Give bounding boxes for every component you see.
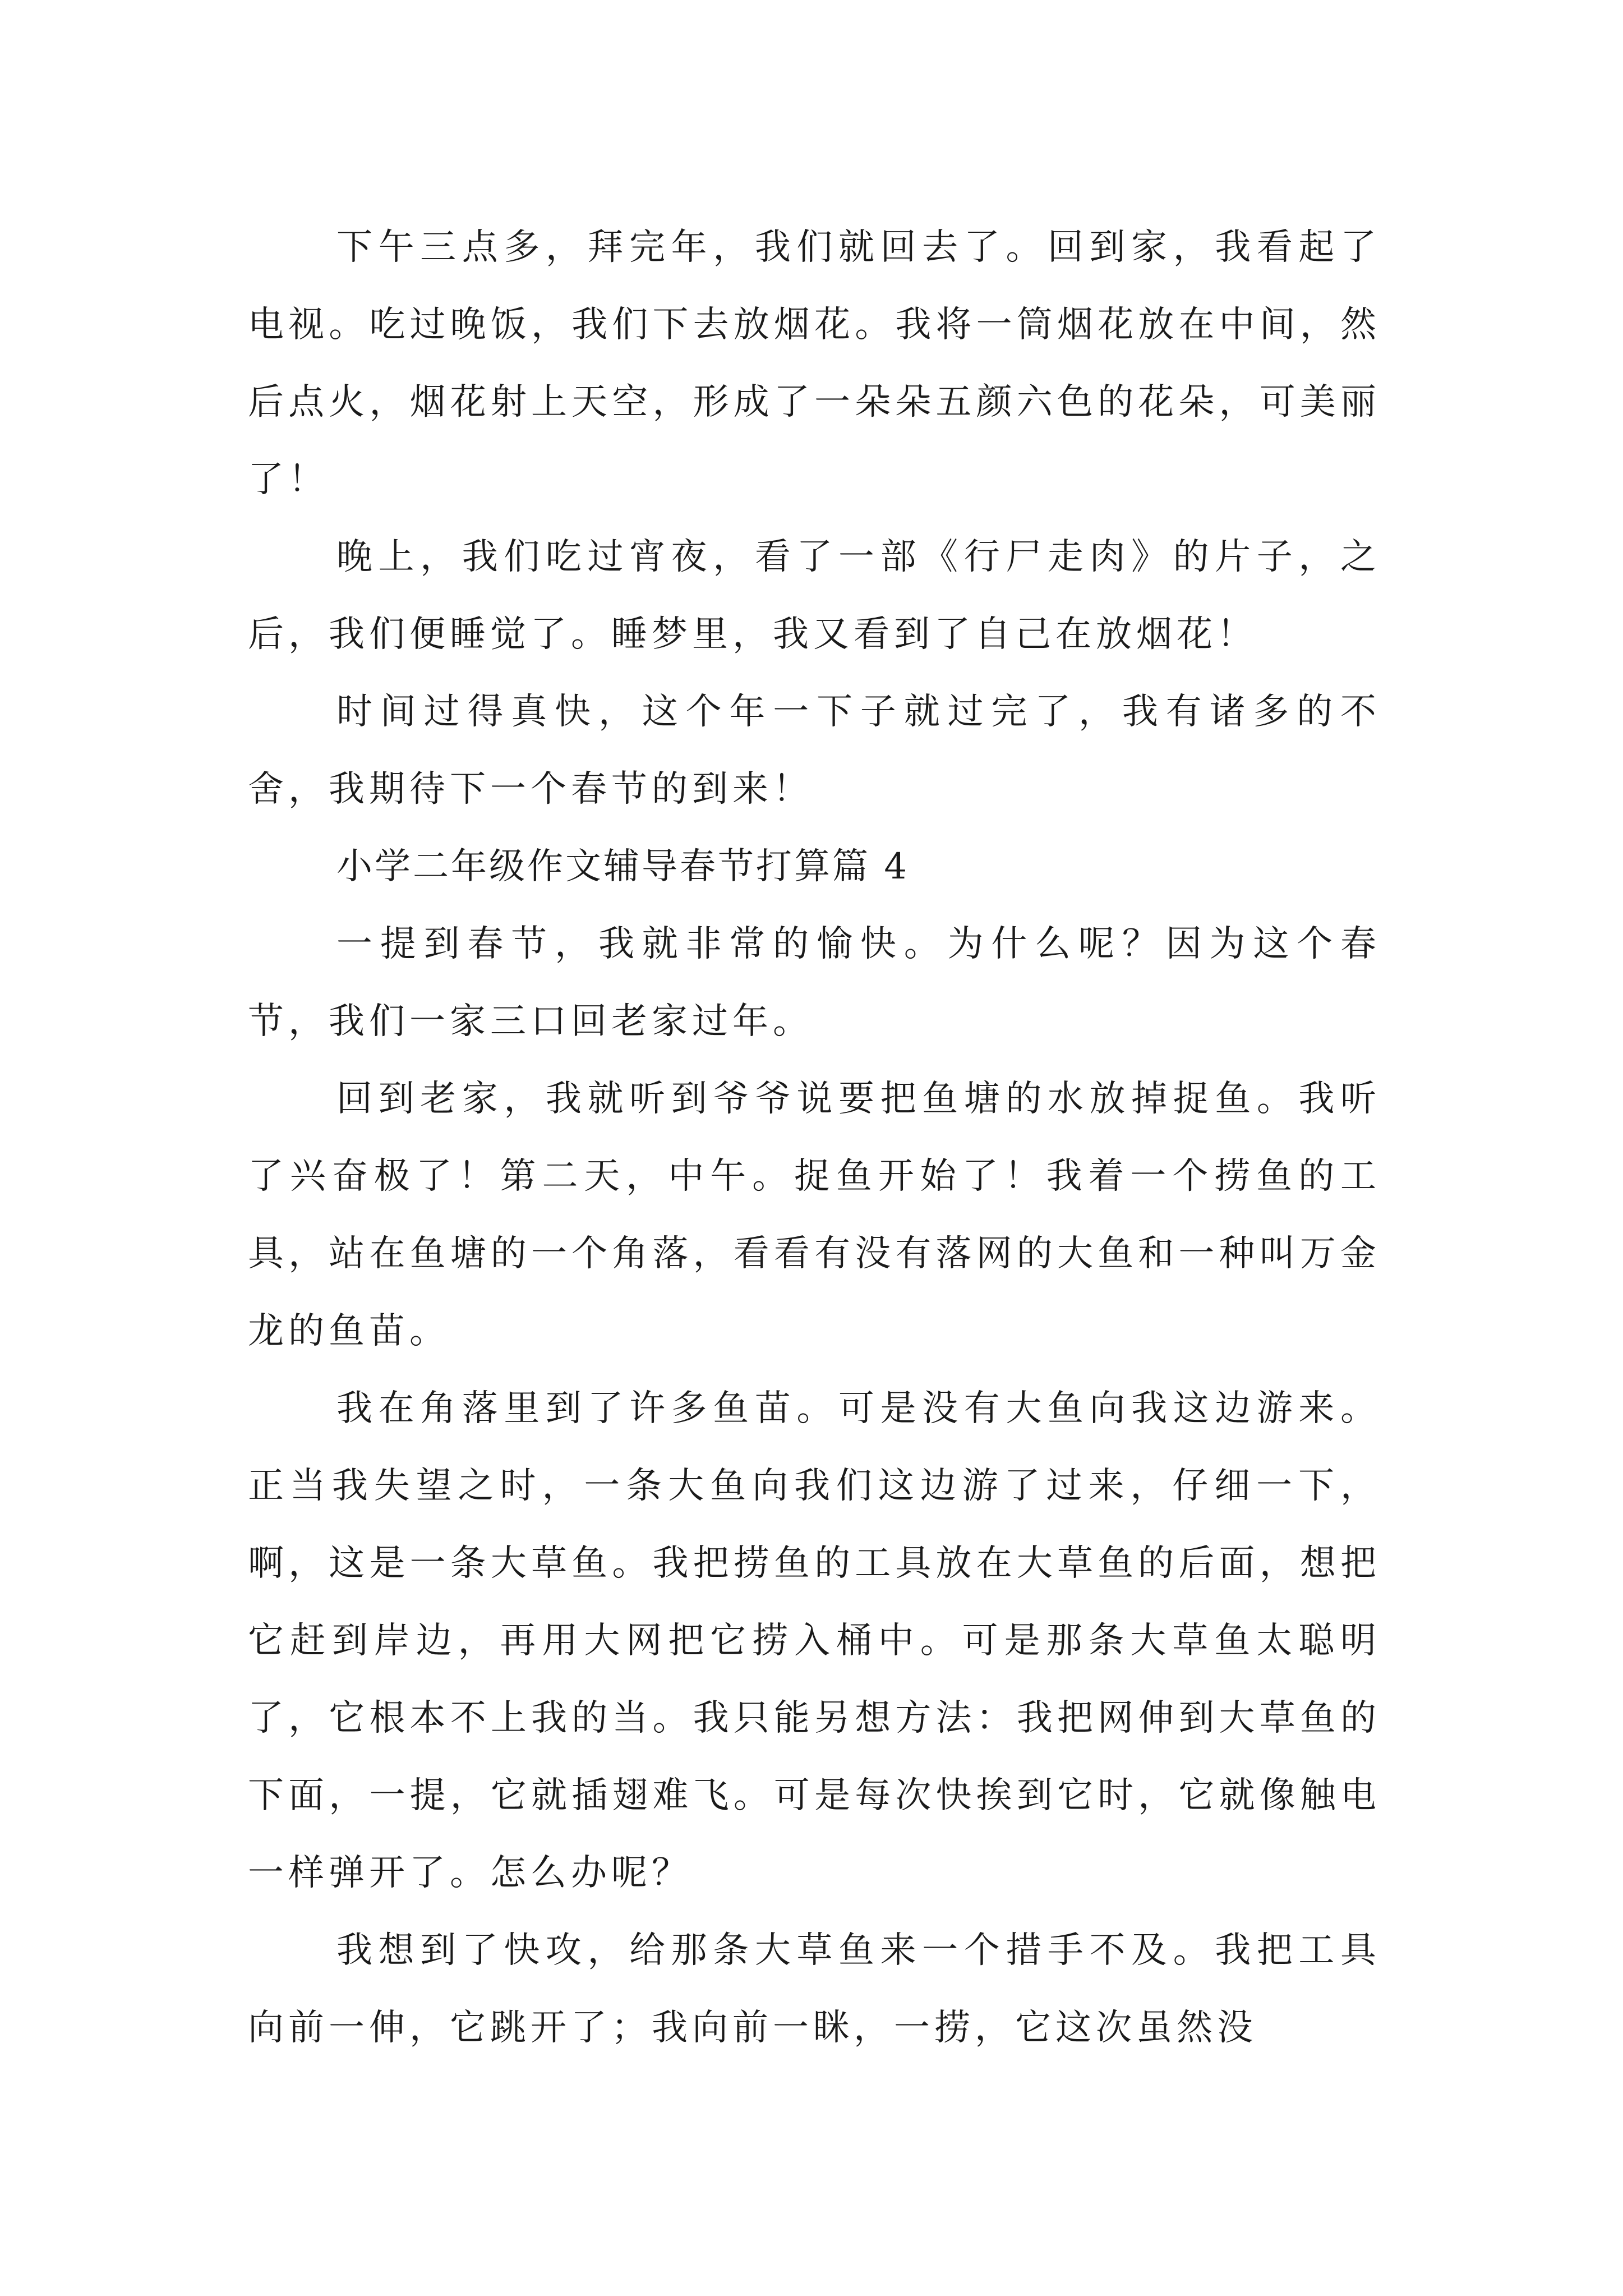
paragraph-3: 时间过得真快，这个年一下子就过完了，我有诸多的不舍，我期待下一个春节的到来！ xyxy=(248,691,1381,810)
paragraph-5: 回到老家，我就听到爷爷说要把鱼塘的水放掉捉鱼。我听了兴奋极了！第二天，中午。捉鱼开始了！我着一个捞鱼的工具，站在鱼塘的一个角落，看看有没有落网的大鱼和一种叫万金龙的鱼苗。 xyxy=(248,1078,1381,1352)
paragraph-4: 一提到春节，我就非常的愉快。为什么呢？因为这个春节，我们一家三口回老家过年。 xyxy=(248,923,1381,1042)
paragraph-2: 晚上，我们吃过宵夜，看了一部《行尸走肉》的片子，之后，我们便睡觉了。睡梦里，我又看到了自己在放烟花！ xyxy=(248,536,1381,655)
paragraph-7: 我想到了快攻，给那条大草鱼来一个措手不及。我把工具向前一伸，它跳开了；我向前一眯，一捞，它这次虽然没 xyxy=(248,1930,1381,2049)
section-heading: 小学二年级作文辅导春节打算篇 4 xyxy=(336,846,910,887)
paragraph-6: 我在角落里到了许多鱼苗。可是没有大鱼向我这边游来。正当我失望之时，一条大鱼向我们这边游了过来，仔细一下，啊，这是一条大草鱼。我把捞鱼的工具放在大草鱼的后面，想把它赶到岸边，再用大网把它捞入桶中。可是那条大草鱼太聪明了，它根本不上我的当。我只能另想方法：我把网伸到大草鱼的下面，一提，它就插翅难飞。可是每次快挨到它时，它就像触电一样弹开了。怎么办呢？ xyxy=(248,1388,1381,1894)
document-body xyxy=(248,209,1381,2067)
paragraph-1: 下午三点多，拜完年，我们就回去了。回到家，我看起了电视。吃过晚饭，我们下去放烟花。我将一筒烟花放在中间，然后点火，烟花射上天空，形成了一朵朵五颜六色的花朵，可美丽了！ xyxy=(248,227,1381,500)
